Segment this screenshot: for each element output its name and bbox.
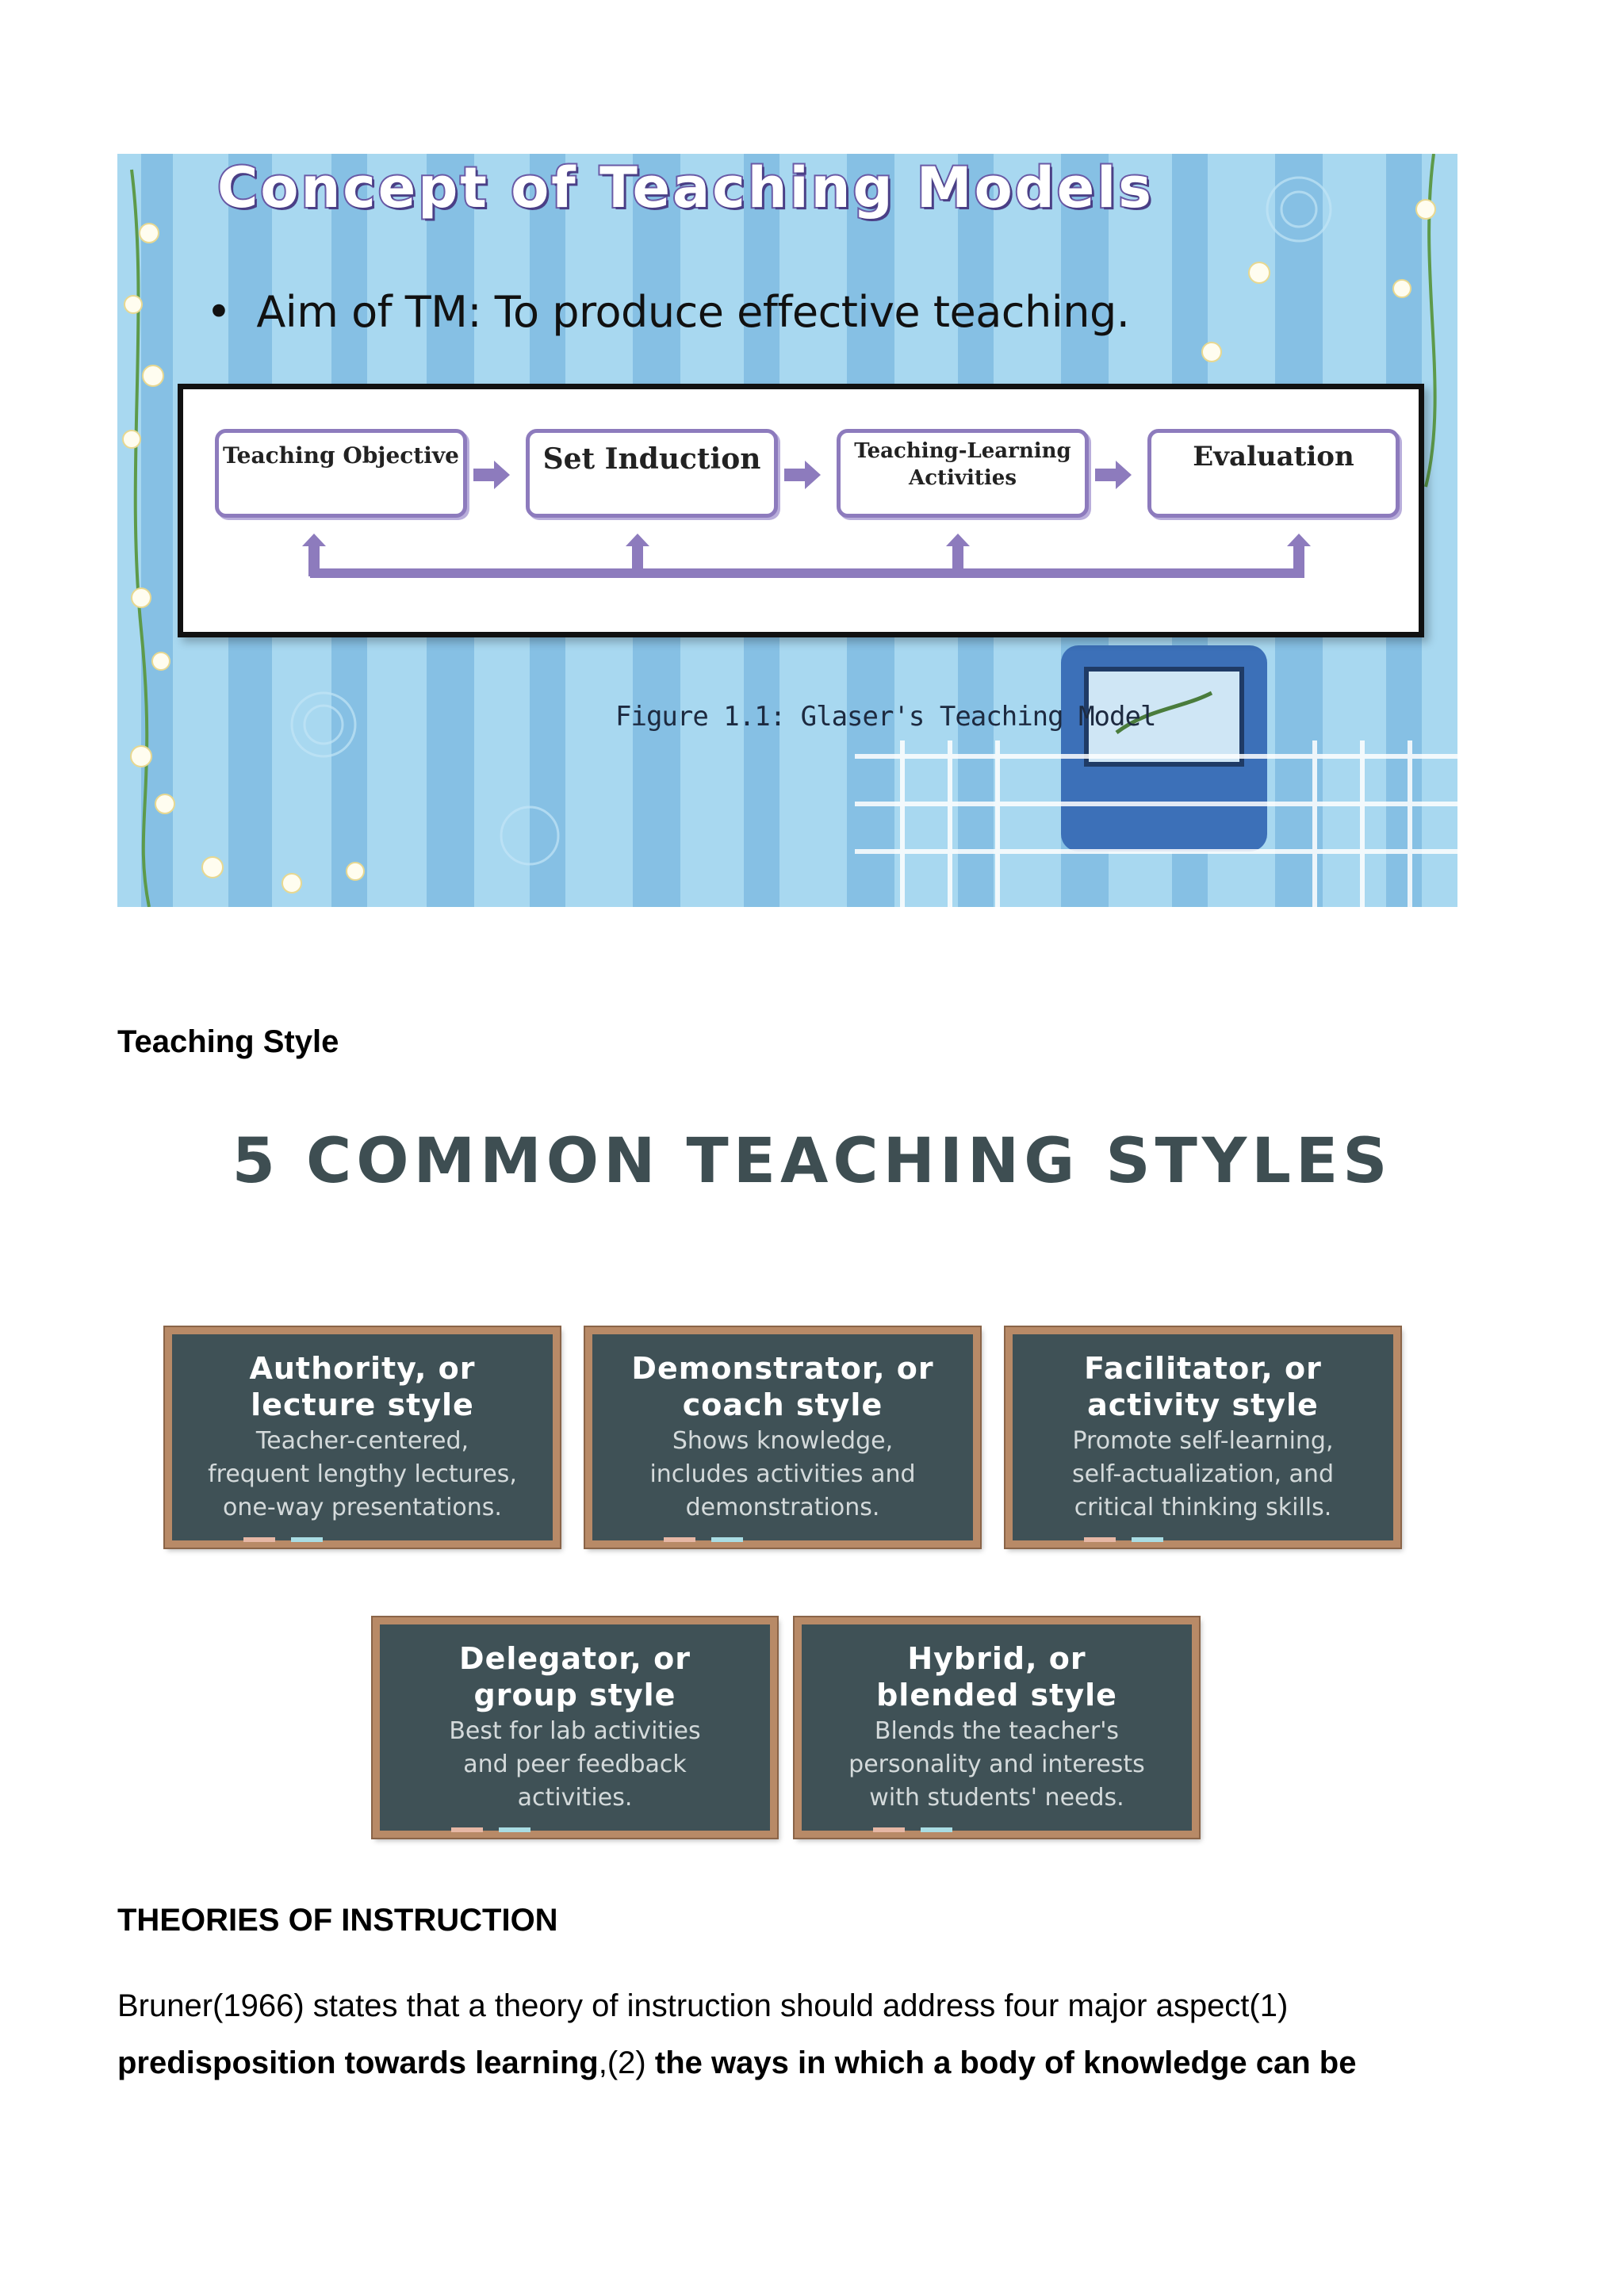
step-teaching-learning-activities: Teaching-Learning Activities (837, 429, 1089, 518)
slide-bullet-text: Aim of TM: To produce effective teaching. (256, 287, 1130, 337)
style-board-delegator (373, 1617, 777, 1838)
paragraph-bold-1: predisposition towards learning (117, 2045, 599, 2080)
arrow-right-icon (784, 461, 821, 489)
board-description: Teacher-centered, frequent lengthy lectures, one-way presentations. (208, 1427, 517, 1521)
teaching-styles-title: 5 COMMON TEACHING STYLES (232, 1126, 1392, 1197)
board-description: Promote self-learning, self-actualization, and critical thinking skills. (1072, 1427, 1334, 1521)
arrow-up-icon (302, 534, 326, 546)
chalk-icon (291, 1537, 323, 1542)
paragraph-bold-2: the ways in which a body of knowledge can be (654, 2045, 1357, 2080)
board-title: Delegator, or group style (459, 1641, 691, 1712)
chalk-icon (921, 1827, 952, 1832)
arrow-up-icon (946, 534, 970, 546)
step-teaching-objective: Teaching Objective (215, 429, 467, 518)
arrow-up-icon (1287, 534, 1311, 546)
style-board-facilitator (1005, 1327, 1400, 1548)
arrow-up-icon (626, 534, 649, 546)
chalk-icon (499, 1827, 530, 1832)
bullet-icon: • (206, 287, 232, 337)
style-board-demonstrator (585, 1327, 980, 1548)
chalk-icon (873, 1827, 905, 1832)
teaching-style-heading: Teaching Style (117, 1024, 339, 1059)
slide-bullet (206, 287, 1129, 337)
board-title: Facilitator, or activity style (1084, 1351, 1322, 1422)
chalk-icon (243, 1537, 275, 1542)
board-title: Demonstrator, or coach style (631, 1351, 934, 1422)
step-set-induction: Set Induction (526, 429, 778, 518)
board-description: Best for lab activities and peer feedback activities. (449, 1717, 701, 1812)
chalk-icon (1084, 1537, 1116, 1542)
board-description: Blends the teacher's personality and interests with students' needs. (848, 1717, 1145, 1812)
chalk-icon (664, 1537, 695, 1542)
teaching-models-slide (117, 154, 1457, 907)
board-title: Authority, or lecture style (249, 1351, 476, 1422)
arrow-right-icon (473, 461, 510, 489)
style-board-authority (165, 1327, 560, 1548)
glaser-model-diagram (178, 384, 1424, 637)
slide-title: Concept of Teaching Models (217, 155, 1154, 220)
chalk-icon (711, 1537, 743, 1542)
board-description: Shows knowledge, includes activities and demonstrations. (649, 1427, 916, 1521)
paragraph-mid: ,(2) (598, 2045, 655, 2080)
step-evaluation: Evaluation (1147, 429, 1400, 518)
bruner-paragraph (117, 1977, 1513, 2091)
board-title: Hybrid, or blended style (876, 1641, 1117, 1712)
style-board-hybrid (795, 1617, 1199, 1838)
arrow-right-icon (1095, 461, 1132, 489)
chalk-icon (1132, 1537, 1163, 1542)
figure-caption: Figure 1.1: Glaser's Teaching Model (615, 701, 1156, 733)
theories-heading: THEORIES OF INSTRUCTION (117, 1903, 558, 1938)
chalk-icon (451, 1827, 483, 1832)
paragraph-line-1: Bruner(1966) states that a theory of instruction should address four major aspect(1) (117, 1988, 1289, 2023)
